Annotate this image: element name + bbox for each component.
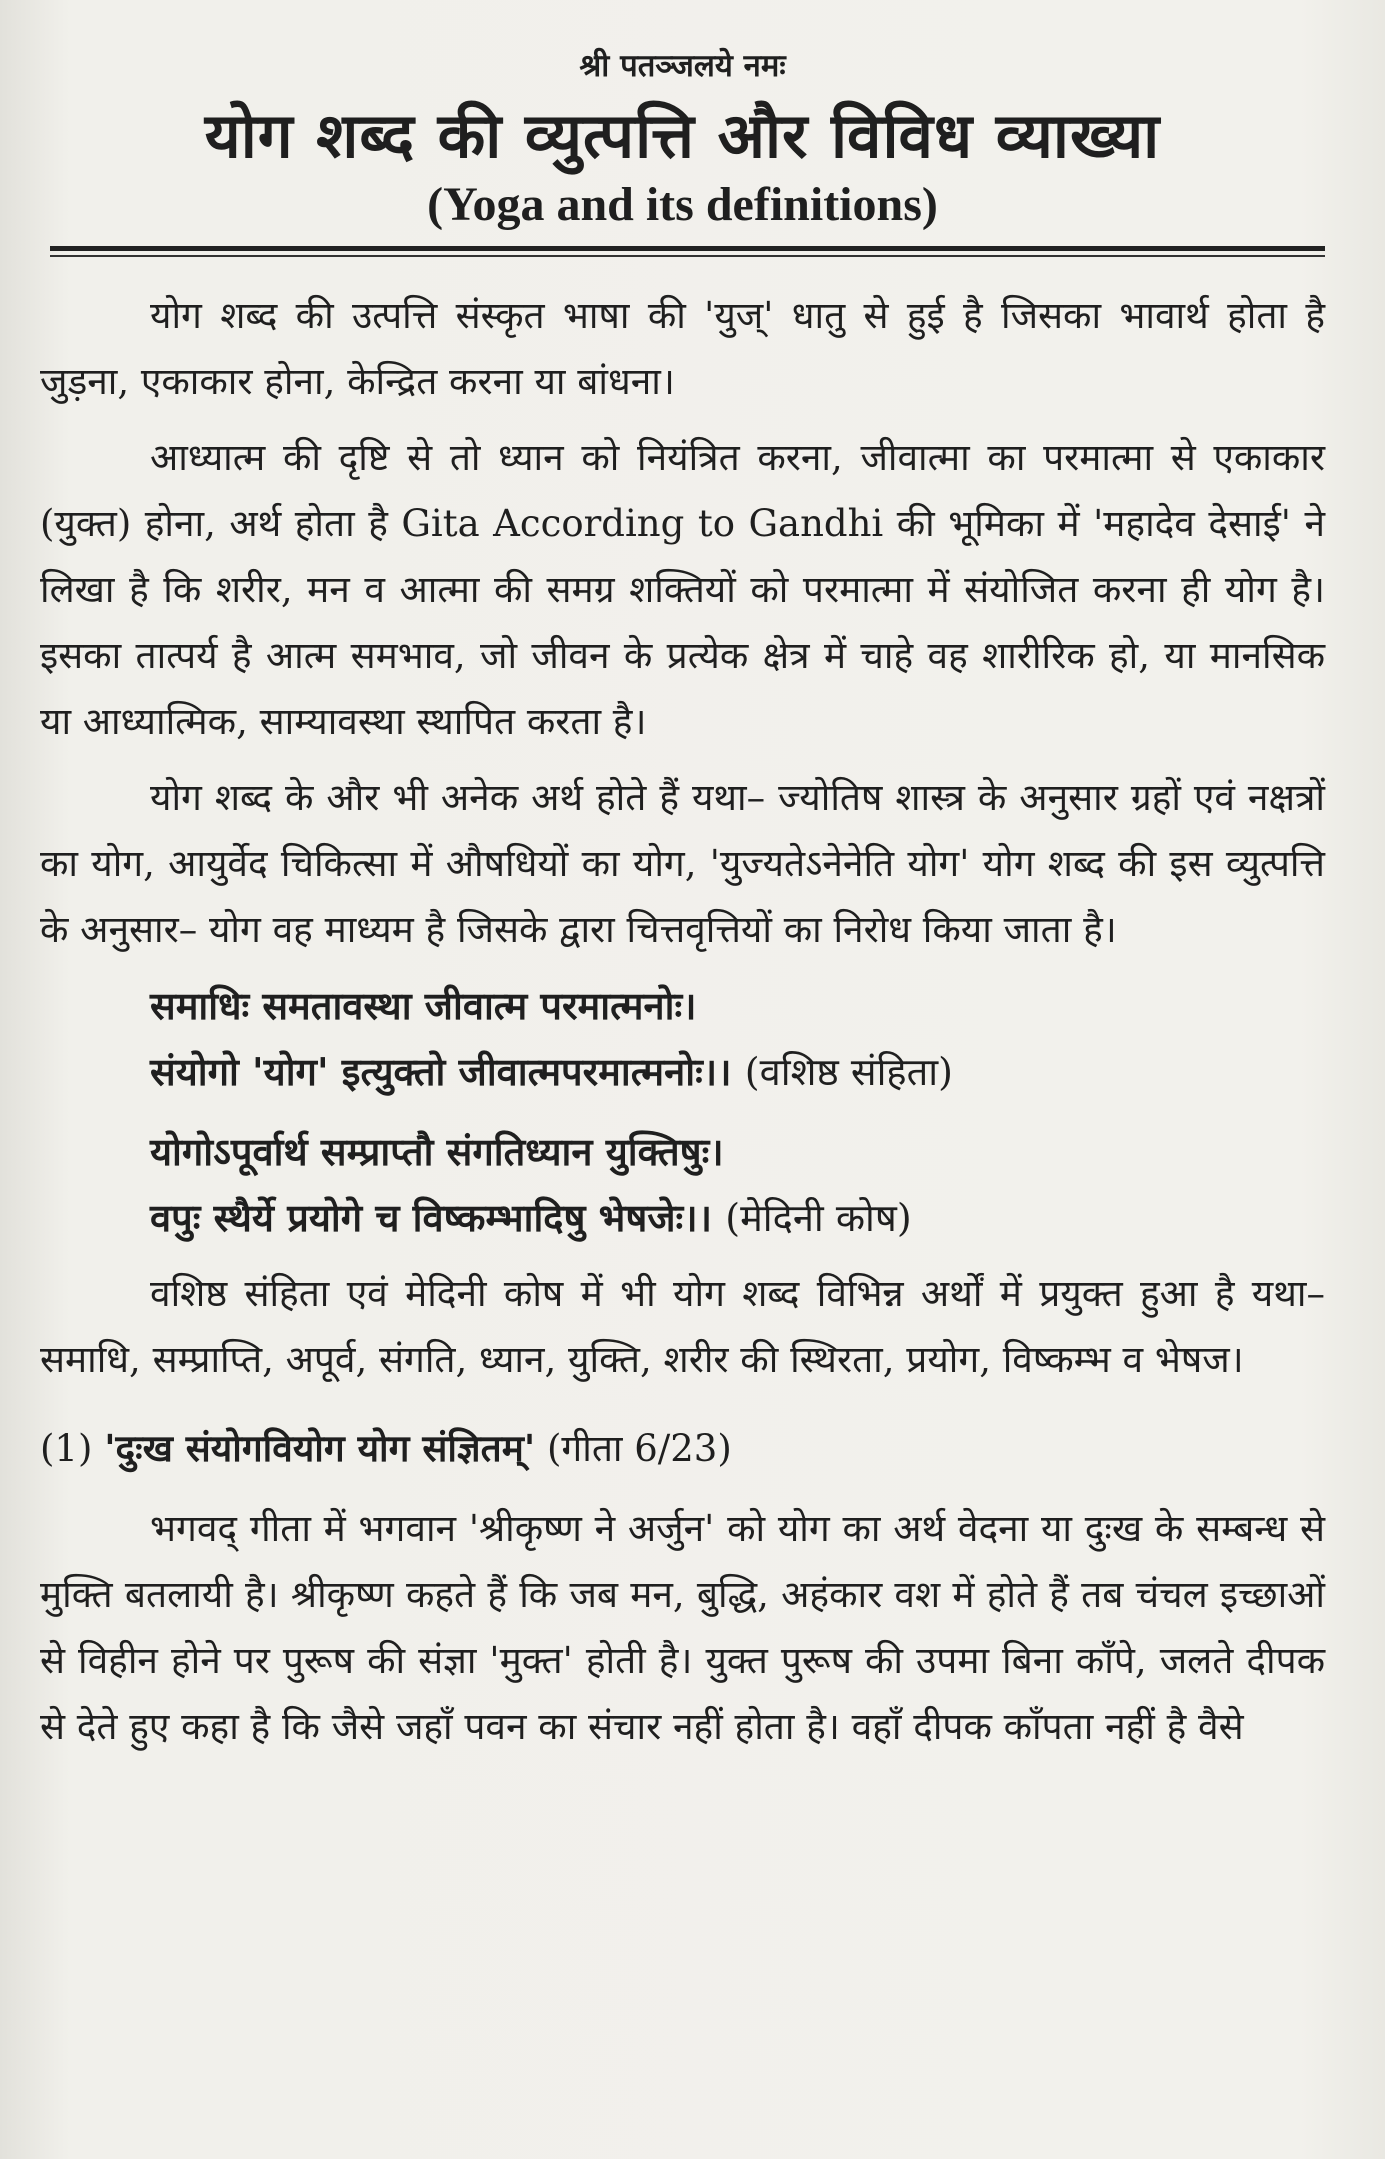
title-rule-thick: [50, 246, 1325, 251]
invocation: श्री पतञ्जलये नमः: [579, 48, 786, 84]
verse-text: संयोगो 'योग' इत्युक्तो जीवात्मपरमात्मनोः।।: [150, 1049, 732, 1095]
section-heading-1: [40, 1415, 1325, 1482]
verse-line: [150, 1185, 1325, 1251]
paragraph-4: वशिष्ठ संहिता एवं मेदिनी कोष में भी योग शब्द विभिन्न अर्थों में प्रयुक्त हुआ है यथा– समाधि, सम्प्राप्ति, अपूर्व, संगति, ध्यान, युक्ति, शरीर की स्थिरता, प्रयोग, विष्कम्भ व भेषज।: [40, 1272, 1325, 1382]
verse-line: समाधिः समतावस्था जीवात्म परमात्मनोः।: [150, 983, 697, 1029]
paragraph-1: योग शब्द की उत्पत्ति संस्कृत भाषा की 'युज्' धातु से हुई है जिसका भावार्थ होता है जुड़ना, एकाकार होना, केन्द्रित करना या बांधना।: [40, 294, 1325, 404]
section-source: (गीता 6/23): [546, 1427, 732, 1471]
chapter-title-english: (Yoga and its definitions): [427, 178, 938, 232]
paragraph-2: आध्यात्म की दृष्टि से तो ध्यान को नियंत्रित करना, जीवात्मा का परमात्मा से एकाकार (युक्त) होना, अर्थ होता है Gita According to Gandhi की भूमिका में 'महादेव देसाई' ने लिखा है कि शरीर, मन व आत्मा की समग्र शक्तियों को परमात्मा में संयोजित करना ही योग है। इसका तात्पर्य है आत्म समभाव, जो जीवन के प्रत्येक क्षेत्र में चाहे वह शारीरिक हो, या मानसिक या आध्यात्मिक, साम्यावस्था स्थापित करता है।: [40, 436, 1325, 744]
verse-line: योगोऽपूर्वार्थ सम्प्राप्तौ संगतिध्यान युक्तिषुः।: [150, 1129, 724, 1175]
paragraph-3: योग शब्द के और भी अनेक अर्थ होते हैं यथा– ज्योतिष शास्त्र के अनुसार ग्रहों एवं नक्षत्रों का योग, आयुर्वेद चिकित्सा में औषधियों का योग, 'युज्यतेऽनेनेति योग' योग शब्द की इस व्युत्पत्ति के अनुसार– योग वह माध्यम है जिसके द्वारा चित्तवृत्तियों का निरोध किया जाता है।: [40, 776, 1325, 952]
verse-line: [150, 1039, 1325, 1105]
paragraph-5: भगवद् गीता में भगवान 'श्रीकृष्ण ने अर्जुन' को योग का अर्थ वेदना या दुःख के सम्बन्ध से मुक्ति बतलायी है। श्रीकृष्ण कहते हैं कि जब मन, बुद्धि, अहंकार वश में होते हैं तब चंचल इच्छाओं से विहीन होने पर पुरूष की संज्ञा 'मुक्त' होती है। युक्त पुरूष की उपमा बिना काँपे, जलते दीपक से देते हुए कहा है कि जैसे जहाँ पवन का संचार नहीं होता है। वहाँ दीपक काँपता नहीं है वैसे: [40, 1507, 1325, 1749]
verse-vashishtha: [40, 973, 1325, 1251]
verse-source: (मेदिनी कोष): [725, 1196, 912, 1241]
section-number: (1): [40, 1427, 93, 1471]
verse-text: वपुः स्थैर्ये प्रयोगे च विष्कम्भादिषु भेषजेः।।: [150, 1195, 713, 1241]
title-rule-thin: [50, 255, 1325, 257]
section-quote: 'दुःख संयोगवियोग योग संज्ञितम्': [104, 1426, 536, 1471]
verse-source: (वशिष्ठ संहिता): [744, 1050, 953, 1095]
chapter-title-hindi: योग शब्द की व्युत्पत्ति और विविध व्याख्या: [204, 99, 1161, 172]
